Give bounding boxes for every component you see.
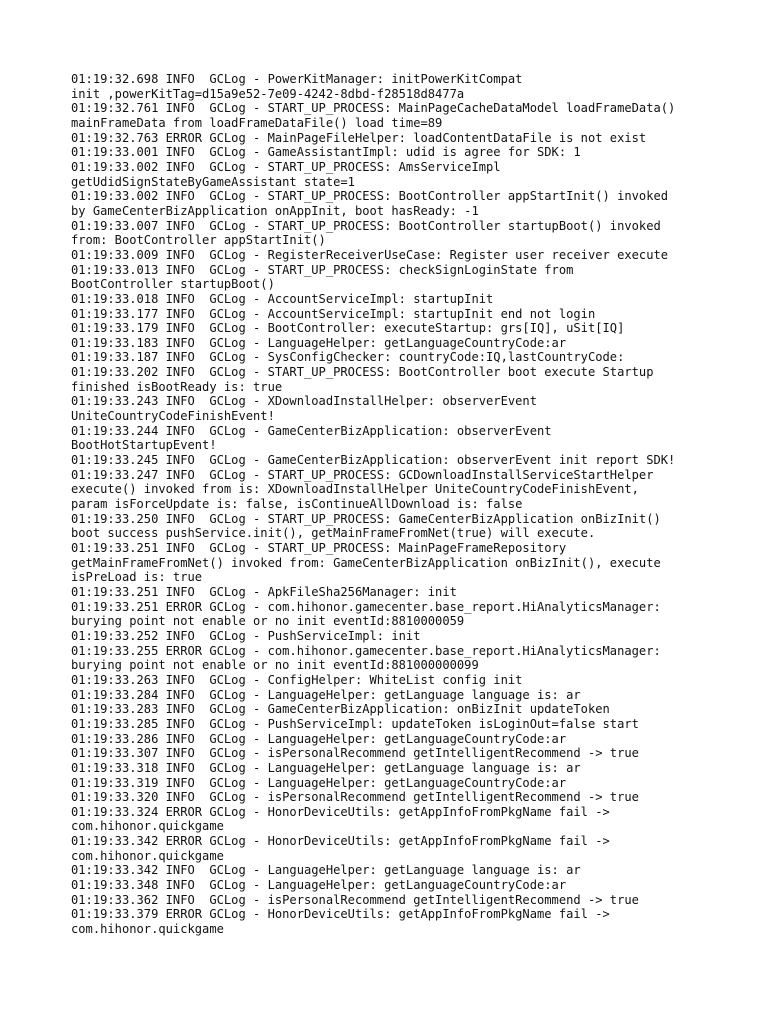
log-line: com.hihonor.quickgame	[71, 819, 224, 834]
log-line: 01:19:33.255 ERROR GCLog - com.hihonor.gamecenter.base_report.HiAnalyticsManager:	[71, 643, 661, 658]
log-line: UniteCountryCodeFinishEvent!	[71, 409, 275, 424]
log-line: 01:19:33.202 INFO GCLog - START_UP_PROCESS: BootController boot execute Startup	[71, 365, 654, 380]
log-line: 01:19:33.324 ERROR GCLog - HonorDeviceUtils: getAppInfoFromPkgName fail ->	[71, 804, 610, 819]
log-line: 01:19:33.251 INFO GCLog - ApkFileSha256Manager: init	[71, 584, 457, 599]
log-line: by GameCenterBizApplication onAppInit, boot hasReady: -1	[71, 203, 479, 218]
log-line: burying point not enable or no init eventId:881000000099	[71, 658, 479, 673]
log-line: 01:19:33.379 ERROR GCLog - HonorDeviceUtils: getAppInfoFromPkgName fail ->	[71, 907, 610, 922]
log-line: from: BootController appStartInit()	[71, 233, 326, 248]
log-line: 01:19:33.244 INFO GCLog - GameCenterBizApplication: observerEvent	[71, 423, 552, 438]
log-line: 01:19:33.307 INFO GCLog - isPersonalRecommend getIntelligentRecommend -> true	[71, 746, 639, 761]
log-line: 01:19:33.243 INFO GCLog - XDownloadInstallHelper: observerEvent	[71, 394, 537, 409]
log-line: 01:19:33.002 INFO GCLog - START_UP_PROCESS: BootController appStartInit() invoked	[71, 189, 669, 204]
log-line: mainFrameData from loadFrameDataFile() load time=89	[71, 115, 443, 130]
log-line: BootHotStartupEvent!	[71, 438, 217, 453]
log-line: 01:19:33.013 INFO GCLog - START_UP_PROCESS: checkSignLoginState from	[71, 262, 574, 277]
log-line: 01:19:33.009 INFO GCLog - RegisterReceiverUseCase: Register user receiver execute	[71, 247, 669, 262]
log-line: 01:19:33.252 INFO GCLog - PushServiceImpl: init	[71, 628, 421, 643]
log-lines	[71, 72, 728, 937]
log-line: 01:19:33.245 INFO GCLog - GameCenterBizApplication: observerEvent init report SDK!	[71, 453, 676, 468]
log-line: 01:19:33.318 INFO GCLog - LanguageHelper: getLanguage language is: ar	[71, 760, 581, 775]
log-line: 01:19:33.348 INFO GCLog - LanguageHelper: getLanguageCountryCode:ar	[71, 878, 567, 893]
log-line: 01:19:33.177 INFO GCLog - AccountServiceImpl: startupInit end not login	[71, 306, 596, 321]
log-line: 01:19:33.342 ERROR GCLog - HonorDeviceUtils: getAppInfoFromPkgName fail ->	[71, 834, 610, 849]
log-line: init ,powerKitTag=d15a9e52-7e09-4242-8dbd-f28518d8477a	[71, 86, 465, 101]
log-line: 01:19:33.286 INFO GCLog - LanguageHelper: getLanguageCountryCode:ar	[71, 731, 567, 746]
log-line: getMainFrameFromNet() invoked from: GameCenterBizApplication onBizInit(), execute	[71, 555, 661, 570]
log-line: 01:19:33.183 INFO GCLog - LanguageHelper: getLanguageCountryCode:ar	[71, 335, 567, 350]
log-line: 01:19:33.362 INFO GCLog - isPersonalRecommend getIntelligentRecommend -> true	[71, 892, 639, 907]
log-line: 01:19:33.342 INFO GCLog - LanguageHelper: getLanguage language is: ar	[71, 863, 581, 878]
log-line: 01:19:33.285 INFO GCLog - PushServiceImpl: updateToken isLoginOut=false start	[71, 716, 639, 731]
log-line: 01:19:33.007 INFO GCLog - START_UP_PROCESS: BootController startupBoot() invoked	[71, 218, 661, 233]
log-line: 01:19:33.018 INFO GCLog - AccountServiceImpl: startupInit	[71, 291, 494, 306]
log-line: 01:19:33.002 INFO GCLog - START_UP_PROCESS: AmsServiceImpl	[71, 159, 501, 174]
log-line: getUdidSignStateByGameAssistant state=1	[71, 174, 355, 189]
log-line: 01:19:33.320 INFO GCLog - isPersonalRecommend getIntelligentRecommend -> true	[71, 790, 639, 805]
log-line: 01:19:32.698 INFO GCLog - PowerKitManager: initPowerKitCompat	[71, 72, 523, 86]
log-line: 01:19:33.319 INFO GCLog - LanguageHelper: getLanguageCountryCode:ar	[71, 775, 567, 790]
log-line: execute() invoked from is: XDownloadInstallHelper UniteCountryCodeFinishEvent,	[71, 482, 639, 497]
log-line: 01:19:33.179 INFO GCLog - BootController: executeStartup: grs[IQ], uSit[IQ]	[71, 321, 625, 336]
log-line: burying point not enable or no init eventId:8810000059	[71, 614, 465, 629]
log-line: com.hihonor.quickgame	[71, 922, 224, 937]
log-line: finished isBootReady is: true	[71, 379, 283, 394]
log-line: 01:19:33.251 ERROR GCLog - com.hihonor.gamecenter.base_report.HiAnalyticsManager:	[71, 599, 661, 614]
log-line: isPreLoad is: true	[71, 570, 203, 585]
log-line: 01:19:33.263 INFO GCLog - ConfigHelper: WhiteList config init	[71, 672, 523, 687]
log-line: 01:19:32.761 INFO GCLog - START_UP_PROCESS: MainPageCacheDataModel loadFrameData()	[71, 101, 676, 116]
log-line: com.hihonor.quickgame	[71, 848, 224, 863]
log-line: BootController startupBoot()	[71, 277, 275, 292]
log-line: 01:19:33.250 INFO GCLog - START_UP_PROCESS: GameCenterBizApplication onBizInit()	[71, 511, 661, 526]
log-line: param isForceUpdate is: false, isContinueAllDownload is: false	[71, 497, 523, 512]
log-line: boot success pushService.init(), getMainFrameFromNet(true) will execute.	[71, 526, 596, 541]
log-line: 01:19:33.001 INFO GCLog - GameAssistantImpl: udid is agree for SDK: 1	[71, 145, 581, 160]
log-line: 01:19:33.251 INFO GCLog - START_UP_PROCESS: MainPageFrameRepository	[71, 541, 567, 555]
log-line: 01:19:33.247 INFO GCLog - START_UP_PROCESS: GCDownloadInstallServiceStartHelper	[71, 467, 654, 482]
log-line: 01:19:33.187 INFO GCLog - SysConfigChecker: countryCode:IQ,lastCountryCode:	[71, 350, 625, 365]
log-line: 01:19:33.283 INFO GCLog - GameCenterBizApplication: onBizInit updateToken	[71, 702, 610, 717]
log-line: 01:19:33.284 INFO GCLog - LanguageHelper: getLanguage language is: ar	[71, 687, 581, 702]
log-line: 01:19:32.763 ERROR GCLog - MainPageFileHelper: loadContentDataFile is not exist	[71, 130, 647, 145]
